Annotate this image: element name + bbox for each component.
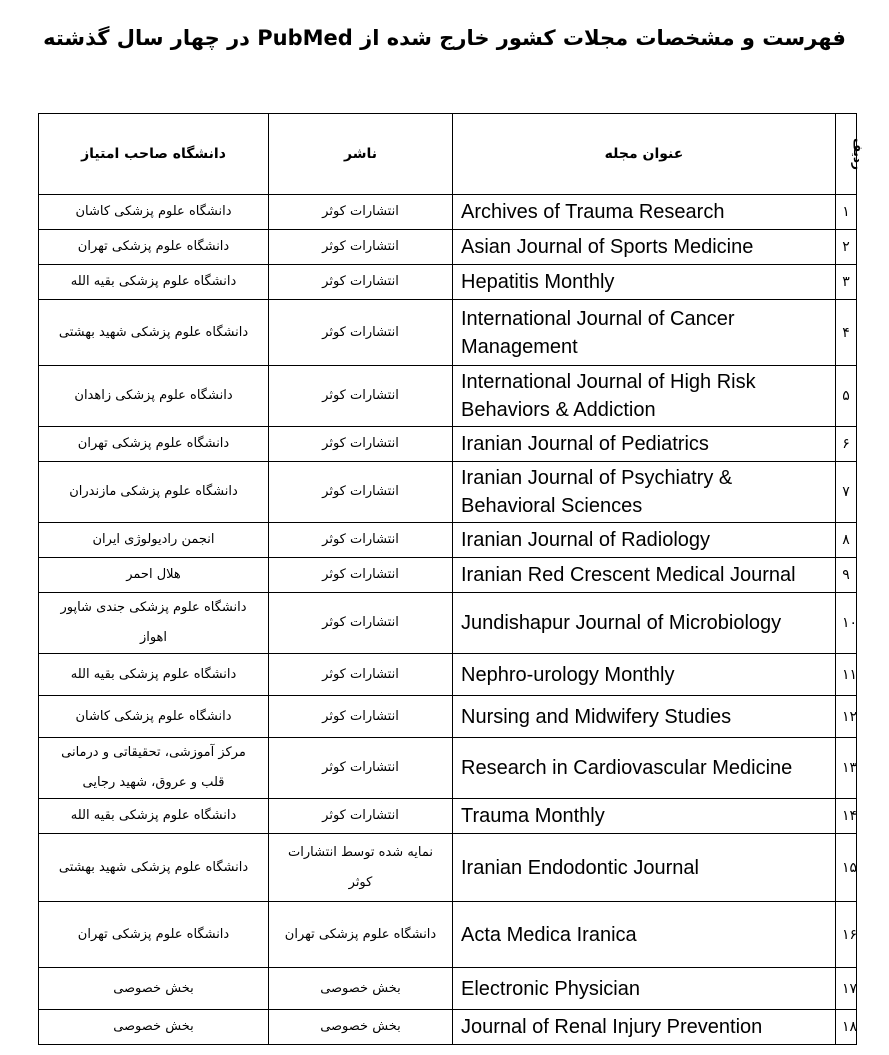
journal-title-cell: Iranian Journal of Radiology xyxy=(453,523,836,558)
table-row xyxy=(39,462,857,523)
journal-title-cell: Iranian Journal of Psychiatry & Behavioral Sciences xyxy=(453,462,836,523)
table-row xyxy=(39,593,857,654)
university-cell: دانشگاه علوم پزشکی زاهدان xyxy=(39,366,269,427)
row-number-cell: ۱۶ xyxy=(836,902,857,968)
university-cell: دانشگاه علوم پزشکی تهران xyxy=(39,902,269,968)
row-number-cell: ۱۳ xyxy=(836,738,857,799)
university-cell: دانشگاه علوم پزشکی شهید بهشتی xyxy=(39,300,269,366)
journal-title-cell: Jundishapur Journal of Microbiology xyxy=(453,593,836,654)
journal-title-cell: International Journal of Cancer Management xyxy=(453,300,836,366)
university-cell: دانشگاه علوم پزشکی تهران xyxy=(39,427,269,462)
publisher-cell: انتشارات کوثر xyxy=(269,230,453,265)
row-number-cell: ۱۴ xyxy=(836,799,857,834)
publisher-cell: انتشارات کوثر xyxy=(269,593,453,654)
publisher-cell: انتشارات کوثر xyxy=(269,195,453,230)
journal-title-cell: Archives of Trauma Research xyxy=(453,195,836,230)
table-row xyxy=(39,902,857,968)
journal-title-cell: International Journal of High Risk Behaviors & Addiction xyxy=(453,366,836,427)
table-row xyxy=(39,523,857,558)
university-cell: دانشگاه علوم پزشکی شهید بهشتی xyxy=(39,834,269,902)
table-row xyxy=(39,558,857,593)
publisher-cell: انتشارات کوثر xyxy=(269,799,453,834)
university-cell: بخش خصوصی xyxy=(39,1010,269,1045)
university-cell: دانشگاه علوم پزشکی بقیه الله xyxy=(39,799,269,834)
university-cell: دانشگاه علوم پزشکی جندی شاپور اهواز xyxy=(39,593,269,654)
publisher-cell: انتشارات کوثر xyxy=(269,366,453,427)
publisher-cell: دانشگاه علوم پزشکی تهران xyxy=(269,902,453,968)
journal-title-cell: Trauma Monthly xyxy=(453,799,836,834)
university-cell: دانشگاه علوم پزشکی بقیه الله xyxy=(39,265,269,300)
publisher-cell: نمایه شده توسط انتشارات کوثر xyxy=(269,834,453,902)
journal-title-cell: Nursing and Midwifery Studies xyxy=(453,696,836,738)
table-row xyxy=(39,265,857,300)
row-number-cell: ۱۸ xyxy=(836,1010,857,1045)
university-cell: دانشگاه علوم پزشکی کاشان xyxy=(39,195,269,230)
journal-title-cell: Journal of Renal Injury Prevention xyxy=(453,1010,836,1045)
row-number-cell: ۱ xyxy=(836,195,857,230)
row-number-cell: ۷ xyxy=(836,462,857,523)
university-cell: انجمن رادیولوژی ایران xyxy=(39,523,269,558)
publisher-cell: انتشارات کوثر xyxy=(269,300,453,366)
journal-title-cell: Asian Journal of Sports Medicine xyxy=(453,230,836,265)
row-number-cell: ۸ xyxy=(836,523,857,558)
header-number-label: ردیف xyxy=(850,138,865,170)
university-cell: هلال احمر xyxy=(39,558,269,593)
journal-title-cell: Iranian Journal of Pediatrics xyxy=(453,427,836,462)
row-number-cell: ۱۲ xyxy=(836,696,857,738)
university-cell: بخش خصوصی xyxy=(39,968,269,1010)
journal-title-cell: Nephro-urology Monthly xyxy=(453,654,836,696)
journal-title-cell: Electronic Physician xyxy=(453,968,836,1010)
row-number-cell: ۳ xyxy=(836,265,857,300)
row-number-cell: ۲ xyxy=(836,230,857,265)
page-title: فهرست و مشخصات مجلات کشور خارج شده از PubMed در چهار سال گذشته xyxy=(43,26,846,50)
university-cell: مرکز آموزشی، تحقیقاتی و درمانی قلب و عروق، شهید رجایی xyxy=(39,738,269,799)
journal-title-cell: Research in Cardiovascular Medicine xyxy=(453,738,836,799)
publisher-cell: انتشارات کوثر xyxy=(269,462,453,523)
table-row xyxy=(39,696,857,738)
publisher-cell: انتشارات کوثر xyxy=(269,654,453,696)
header-number xyxy=(836,114,865,195)
university-cell: دانشگاه علوم پزشکی تهران xyxy=(39,230,269,265)
publisher-cell: بخش خصوصی xyxy=(269,1010,453,1045)
table-row xyxy=(39,654,857,696)
journal-title-cell: Hepatitis Monthly xyxy=(453,265,836,300)
row-number-cell: ۱۷ xyxy=(836,968,857,1010)
row-number-cell: ۴ xyxy=(836,300,857,366)
row-number-cell: ۵ xyxy=(836,366,857,427)
university-cell: دانشگاه علوم پزشکی بقیه الله xyxy=(39,654,269,696)
university-cell: دانشگاه علوم پزشکی مازندران xyxy=(39,462,269,523)
journals-table xyxy=(38,113,865,1045)
table-row xyxy=(39,230,857,265)
row-number-cell: ۱۱ xyxy=(836,654,857,696)
publisher-cell: انتشارات کوثر xyxy=(269,558,453,593)
journal-title-cell: Iranian Red Crescent Medical Journal xyxy=(453,558,836,593)
table-row xyxy=(39,738,857,799)
row-number-cell: ۱۰ xyxy=(836,593,857,654)
publisher-cell: انتشارات کوثر xyxy=(269,738,453,799)
header-journal: عنوان مجله xyxy=(453,114,836,195)
table-row xyxy=(39,366,857,427)
table-row xyxy=(39,427,857,462)
row-number-cell: ۹ xyxy=(836,558,857,593)
table-header-row xyxy=(39,114,857,195)
publisher-cell: انتشارات کوثر xyxy=(269,523,453,558)
publisher-cell: انتشارات کوثر xyxy=(269,265,453,300)
table-row xyxy=(39,799,857,834)
table-row xyxy=(39,834,857,902)
publisher-cell: انتشارات کوثر xyxy=(269,427,453,462)
university-cell: دانشگاه علوم پزشکی کاشان xyxy=(39,696,269,738)
row-number-cell: ۶ xyxy=(836,427,857,462)
journal-title-cell: Acta Medica Iranica xyxy=(453,902,836,968)
publisher-cell: انتشارات کوثر xyxy=(269,696,453,738)
table-row xyxy=(39,1010,857,1045)
table-row xyxy=(39,195,857,230)
header-publisher: ناشر xyxy=(269,114,453,195)
row-number-cell: ۱۵ xyxy=(836,834,857,902)
table-row xyxy=(39,300,857,366)
table-row xyxy=(39,968,857,1010)
journal-title-cell: Iranian Endodontic Journal xyxy=(453,834,836,902)
publisher-cell: بخش خصوصی xyxy=(269,968,453,1010)
header-university: دانشگاه صاحب امتیاز xyxy=(39,114,269,195)
